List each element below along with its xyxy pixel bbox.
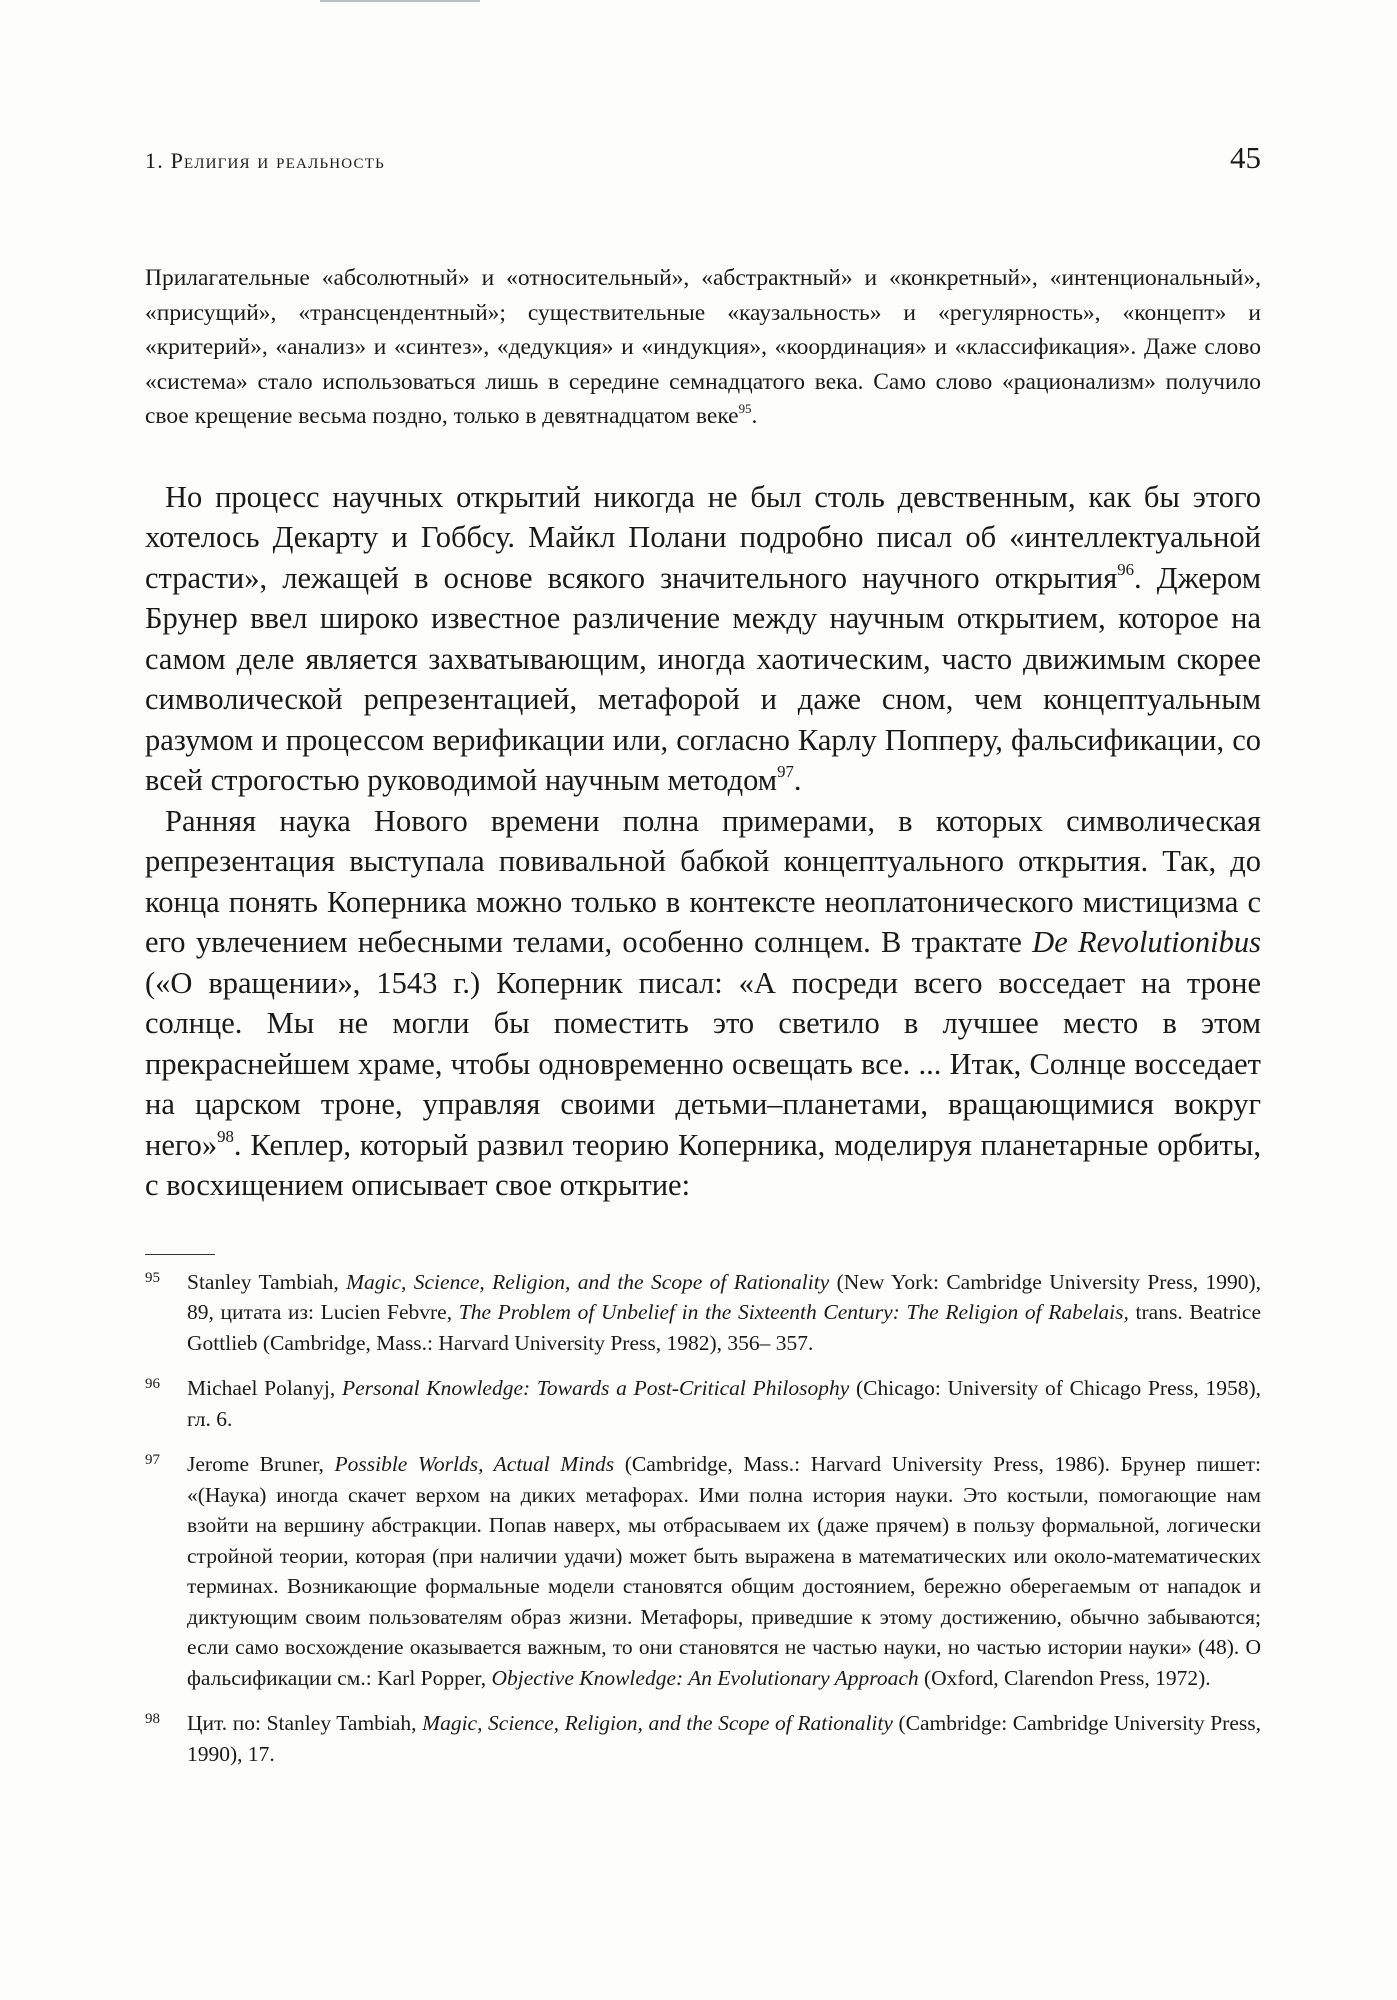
footnote-number: 98 bbox=[145, 1711, 160, 1727]
paragraph-text: . bbox=[793, 763, 802, 797]
footnote-text: Michael Polanyj, Personal Knowledge: Towards a Post-Critical Philosophy (Chicago: University of Chicago Press, 1958), гл. 6. bbox=[187, 1376, 1261, 1431]
footnote bbox=[145, 1267, 1261, 1359]
paragraph-text: («О вращении», 1543 г.) Коперник писал: «А посреди всего восседает на троне солнце. Мы не могли бы поместить это светило в лучшее место в этом прекраснейшем храме, чтобы одновременно освещать все. ... Итак, Солнце восседает на царском троне, управляя своими детьми–планетами, вращающимися вокруг него» bbox=[145, 965, 1261, 1162]
paragraph bbox=[145, 477, 1261, 801]
paragraph-text: Но процесс научных открытий никогда не был столь девственным, как бы этого хотелось Декарту и Гоббсу. Майкл Полани подробно писал об «интеллектуальной страсти», лежащей в основе всякого значительного научного открытия bbox=[145, 479, 1261, 595]
footnote-number: 96 bbox=[145, 1376, 160, 1392]
paragraph-text: Ранняя наука Нового времени полна примерами, в которых символическая репрезентация выступала повивальной бабкой концептуального открытия. Так, до конца понять Коперника можно только в контексте неоплатонического мистицизма с его увлечением небесными телами, особенно солнцем. В трактате bbox=[145, 803, 1261, 959]
paragraph-text: . Джером Брунер ввел широко известное различение между научным открытием, которое на самом деле является захватывающим, иногда хаотическим, часто движимым скорее символической репрезентацией, метафорой и даже сном, чем концептуальным разумом и процессом верификации или, согласно Карлу Попперу, фальсификации, со всей строгостью руководимой научным методом bbox=[145, 560, 1262, 797]
footnote-separator bbox=[145, 1254, 215, 1255]
block-quote-text: Прилагательные «абсолютный» и «относительный», «абстрактный» и «конкретный», «интенциональный», «присущий», «трансцендентный»; существительные «каузальность» и «регулярность», «концепт» и «критерий», «анализ» и «синтез», «дедукция» и «индукция», «координация» и «классификация». Даже слово «система» стало использоваться лишь в середине семнадцатого века. Само слово «рационализм» получило свое крещение весьма поздно, только в девятнадцатом веке bbox=[145, 265, 1261, 429]
chapter-title: 1. Религия и реальность bbox=[145, 148, 385, 173]
book-page bbox=[145, 140, 1261, 1784]
body-text bbox=[145, 477, 1261, 1206]
footnote bbox=[145, 1708, 1261, 1769]
block-quote: Прилагательные «абсолютный» и «относительный», «абстрактный» и «конкретный», «интенциональный», «присущий», «трансцендентный»; существительные «каузальность» и «регулярность», «концепт» и «критерий», «анализ» и «синтез», «дедукция» и «индукция», «координация» и «классификация». Даже слово «система» стало использоваться лишь в середине семнадцатого века. Само слово «рационализм» получило свое крещение весьма поздно, только в девятнадцатом веке$^{95}$. bbox=[145, 265, 1261, 429]
page-number: 45 bbox=[1230, 140, 1261, 175]
footnote bbox=[145, 1373, 1261, 1434]
footnotes bbox=[145, 1267, 1261, 1770]
footnote-ref-98[interactable]: 98 bbox=[217, 1126, 234, 1146]
paragraph bbox=[145, 801, 1261, 1206]
top-edge-rule bbox=[320, 0, 480, 2]
footnote-ref-96[interactable]: 96 bbox=[1117, 559, 1134, 579]
footnote-text: Цит. по: Stanley Tambiah, Magic, Science, Religion, and the Scope of Rationality (Cambridge: Cambridge University Press, 1990), 17. bbox=[187, 1711, 1261, 1766]
footnote-number: 95 bbox=[145, 1269, 160, 1286]
footnote-ref-97[interactable]: 97 bbox=[777, 762, 794, 782]
footnote-ref-95[interactable]: 95 bbox=[738, 401, 752, 417]
footnote-text: Jerome Bruner, Possible Worlds, Actual Minds (Cambridge, Mass.: Harvard University Press, 1986). Брунер пишет: «(Наука) иногда скачет верхом на диких метафорах. Ими полна история науки. Это костыли, помогающие нам взойти на вершину абстракции. Попав наверх, мы отбрасываем их (даже прячем) в пользу формальной, логически стройной теории, которая (при наличии удачи) может быть выражена в математических или около-математических терминах. Возникающие формальные модели становятся общим достоянием, бережно оберегаемым от нападок и диктующим своим пользователям образ жизни. Метафоры, приведшие к этому достижению, обычно забываются; если само восхождение оказывается важным, то они становятся не частью науки, но частью истории науки» (48). О фальсификации см.: Karl Popper, Objective Knowledge: An Evolutionary Approach (Oxford, Clarendon Press, 1972). bbox=[187, 1452, 1261, 1690]
footnote bbox=[145, 1449, 1261, 1693]
work-title: De Revolutionibus bbox=[1032, 925, 1261, 959]
footnote-text: Stanley Tambiah, Magic, Science, Religion, and the Scope of Rationality (New York: Cambridge University Press, 1990), 89, цитата из: Lucien Febvre, The Problem of Unbelief in the Sixteenth Century: The Religion of Rabelais, trans. Beatrice Gottlieb (Cambridge, Mass.: Harvard University Press, 1982), 356– 357. bbox=[187, 1269, 1261, 1355]
running-head bbox=[145, 140, 1261, 188]
paragraph-text: . Кеплер, который развил теорию Коперника, моделируя планетарные орбиты, с восхищением описывает свое открытие: bbox=[145, 1127, 1261, 1202]
footnote-number: 97 bbox=[145, 1452, 160, 1468]
